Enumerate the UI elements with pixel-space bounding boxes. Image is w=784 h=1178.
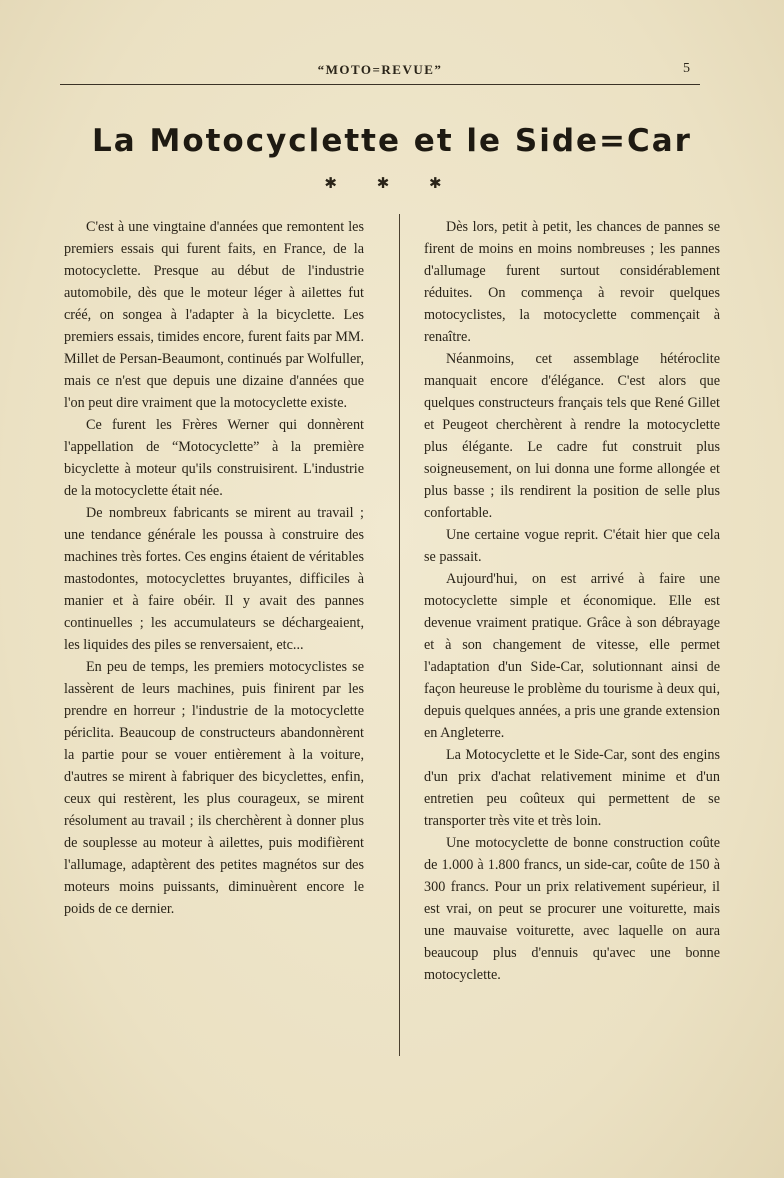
title-ornament: ✱ ✱ ✱ [324, 176, 460, 192]
running-header [60, 62, 700, 85]
page-number: 5 [683, 61, 690, 76]
column-divider [399, 214, 400, 1056]
paragraph: La Motocyclette et le Side-Car, sont des engins d'un prix d'achat relativement minime et d'un entretien peu coûteux qui permettent de se transporter très vite et très loin. [424, 747, 720, 829]
magazine-title: “MOTO=REVUE” [317, 62, 443, 77]
paragraph: Une motocyclette de bonne construction coûte de 1.000 à 1.800 francs, un side-car, coûte de 150 à 300 francs. Pour un prix relativement supérieur, il est vrai, on peut se procurer une voiturette, mais une mauvaise voiturette, avec laquelle on aura beaucoup plus d'ennuis qu'avec une bonne motocyclette. [424, 835, 720, 983]
paragraph: Une certaine vogue reprit. C'était hier que cela se passait. [424, 527, 720, 565]
paragraph: En peu de temps, les premiers motocyclistes se lassèrent de leurs machines, puis finirent par les prendre en horreur ; l'industrie de la motocyclette périclita. Beaucoup de constructeurs abandonnèrent la partie pour se vouer entièrement à la voiture, d'autres se mirent à fabriquer des bicyclettes, enfin, ceux qui restèrent, les plus courageux, se mirent résolument au travail ; ils cherchèrent à donner plus de souplesse au moteur à ailettes, puis modifièrent l'allumage, adaptèrent des petites magnétos sur des moteurs moins puissants, diminuèrent encore le poids de ce dernier. [64, 659, 364, 917]
left-column [64, 216, 364, 920]
paragraph: Néanmoins, cet assemblage hétéroclite manquait encore d'élégance. C'est alors que quelques constructeurs français tels que René Gillet et Peugeot cherchèrent à rendre la motocyclette plus élégante. Le cadre fut construit plus soigneusement, on lui donna une forme allongée et plus basse ; ils rendirent la position de selle plus confortable. [424, 351, 720, 521]
paragraph: Ce furent les Frères Werner qui donnèrent l'appellation de “Motocyclette” à la première bicyclette à moteur qu'ils construisirent. L'industrie de la motocyclette était née. [64, 417, 364, 499]
paragraph: De nombreux fabricants se mirent au travail ; une tendance générale les poussa à construire des machines très fortes. Ces engins étaient de véritables mastodontes, motocyclettes bruyantes, difficiles à manier et à faire obéir. Il y avait des pannes continuelles ; les accumulateurs se déchargeaient, les liquides des piles se renversaient, etc... [64, 505, 364, 653]
paragraph: C'est à une vingtaine d'années que remontent les premiers essais qui furent faits, en France, de la motocyclette. Presque au début de l'industrie automobile, dès que le moteur léger à ailettes fut créé, on songea à l'adapter à la bicyclette. Les premiers essais, timides encore, furent faits par MM. Millet de Persan-Beaumont, continués par Wolfuller, mais ce n'est que depuis une dizaine d'années que l'on peut dire vraiment que la motocyclette existe. [64, 219, 364, 411]
right-column [424, 216, 720, 986]
paragraph: Dès lors, petit à petit, les chances de pannes se firent de moins en moins nombreuses ; les pannes d'allumage furent surtout considérablement réduites. On commença à revoir quelques motocyclistes, la motocyclette commençait à renaître. [424, 219, 720, 345]
paragraph: Aujourd'hui, on est arrivé à faire une motocyclette simple et économique. Elle est devenue vraiment pratique. Grâce à son débrayage et à son changement de vitesse, elle permet l'adaptation d'un Side-Car, solutionnant ainsi de façon heureuse le problème du tourisme à deux qui, depuis quelques années, a pris une grande extension en Angleterre. [424, 571, 720, 741]
article-title: La Motocyclette et le Side=Car [92, 123, 692, 159]
